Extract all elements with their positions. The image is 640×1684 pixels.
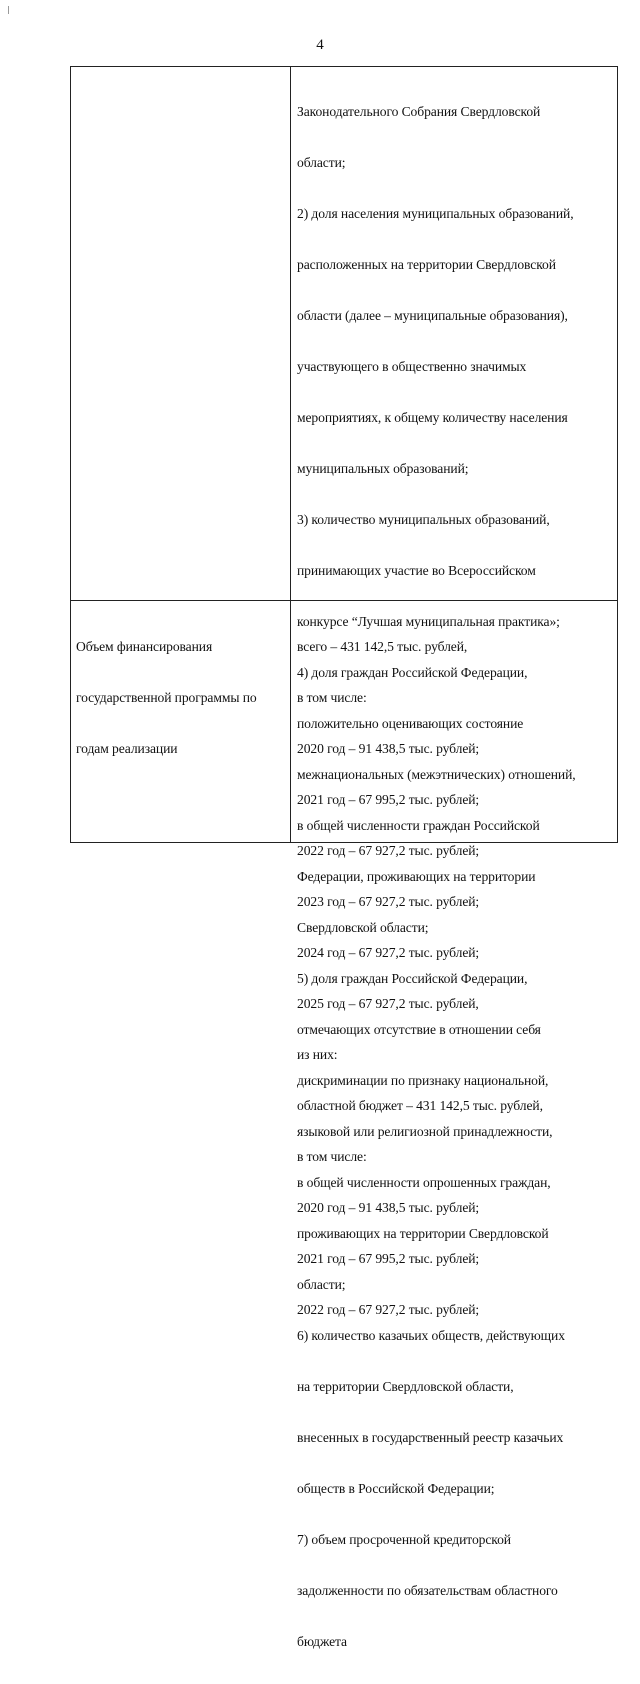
text-line: 2022 год – 67 927,2 тыс. рублей; xyxy=(297,843,480,858)
text-line: языковой или религиозной принадлежности, xyxy=(297,1124,553,1139)
text-line: проживающих на территории Свердловской xyxy=(297,1226,549,1241)
scan-mark xyxy=(8,6,9,14)
text-line: области; xyxy=(297,155,346,170)
text-line: 5) доля граждан Российской Федерации, xyxy=(297,971,528,986)
table-column-divider xyxy=(290,67,291,842)
text-line: в том числе: xyxy=(297,1149,367,1164)
text-line: годам реализации xyxy=(76,741,178,756)
text-line: в общей численности граждан Российской xyxy=(297,818,540,833)
text-line: 2021 год – 67 995,2 тыс. рублей; xyxy=(297,792,480,807)
text-line: Свердловской области; xyxy=(297,920,429,935)
text-line: задолженности по обязательствам областного xyxy=(297,1583,558,1598)
text-line: конкурсе “Лучшая муниципальная практика»; xyxy=(297,614,560,629)
text-line: 2023 год – 67 927,2 тыс. рублей; xyxy=(297,894,480,909)
text-line: областной бюджет – 431 142,5 тыс. рублей, xyxy=(297,1098,543,1113)
text-line: Законодательного Собрания Свердловской xyxy=(297,104,541,119)
text-line: 2021 год – 67 995,2 тыс. рублей; xyxy=(297,1251,480,1266)
text-line: области (далее – муниципальные образования), xyxy=(297,308,568,323)
text-line: 2020 год – 91 438,5 тыс. рублей; xyxy=(297,1200,480,1215)
text-line: расположенных на территории Свердловской xyxy=(297,257,556,272)
funding-heading-cell xyxy=(76,604,257,791)
program-passport-table xyxy=(70,66,618,1649)
text-line: 7) объем просроченной кредиторской xyxy=(297,1532,511,1547)
text-line: межнациональных (межэтнических) отношений, xyxy=(297,767,576,782)
text-line: мероприятиях, к общему количеству населения xyxy=(297,410,568,425)
text-line: 2022 год – 67 927,2 тыс. рублей; xyxy=(297,1302,480,1317)
text-line: бюджета xyxy=(297,1634,347,1649)
text-line: принимающих участие во Всероссийском xyxy=(297,563,536,578)
text-line: из них: xyxy=(297,1047,338,1062)
text-line: 2020 год – 91 438,5 тыс. рублей; xyxy=(297,741,480,756)
text-line: 2) доля населения муниципальных образований, xyxy=(297,206,574,221)
text-line: 2025 год – 67 927,2 тыс. рублей, xyxy=(297,996,479,1011)
text-line: обществ в Российской Федерации; xyxy=(297,1481,495,1496)
text-line: дискриминации по признаку национальной, xyxy=(297,1073,549,1088)
text-line: 2024 год – 67 927,2 тыс. рублей; xyxy=(297,945,480,960)
page-number: 4 xyxy=(316,37,324,53)
text-line: 6) количество казачьих обществ, действующих xyxy=(297,1328,565,1343)
text-line: Федерации, проживающих на территории xyxy=(297,869,536,884)
text-line: положительно оценивающих состояние xyxy=(297,716,524,731)
text-line: в общей численности опрошенных граждан, xyxy=(297,1175,551,1190)
text-line: области; xyxy=(297,1277,346,1292)
text-line: отмечающих отсутствие в отношении себя xyxy=(297,1022,541,1037)
text-line: в том числе: xyxy=(297,690,367,705)
funding-amounts-cell xyxy=(297,604,543,1352)
text-line: всего – 431 142,5 тыс. рублей, xyxy=(297,639,468,654)
text-line: участвующего в общественно значимых xyxy=(297,359,527,374)
text-line: Объем финансирования xyxy=(76,639,213,654)
text-line: муниципальных образований; xyxy=(297,461,469,476)
text-line: 4) доля граждан Российской Федерации, xyxy=(297,665,528,680)
text-line: на территории Свердловской области, xyxy=(297,1379,514,1394)
text-line: внесенных в государственный реестр казачьих xyxy=(297,1430,564,1445)
text-line: 3) количество муниципальных образований, xyxy=(297,512,550,527)
text-line: государственной программы по xyxy=(76,690,257,705)
